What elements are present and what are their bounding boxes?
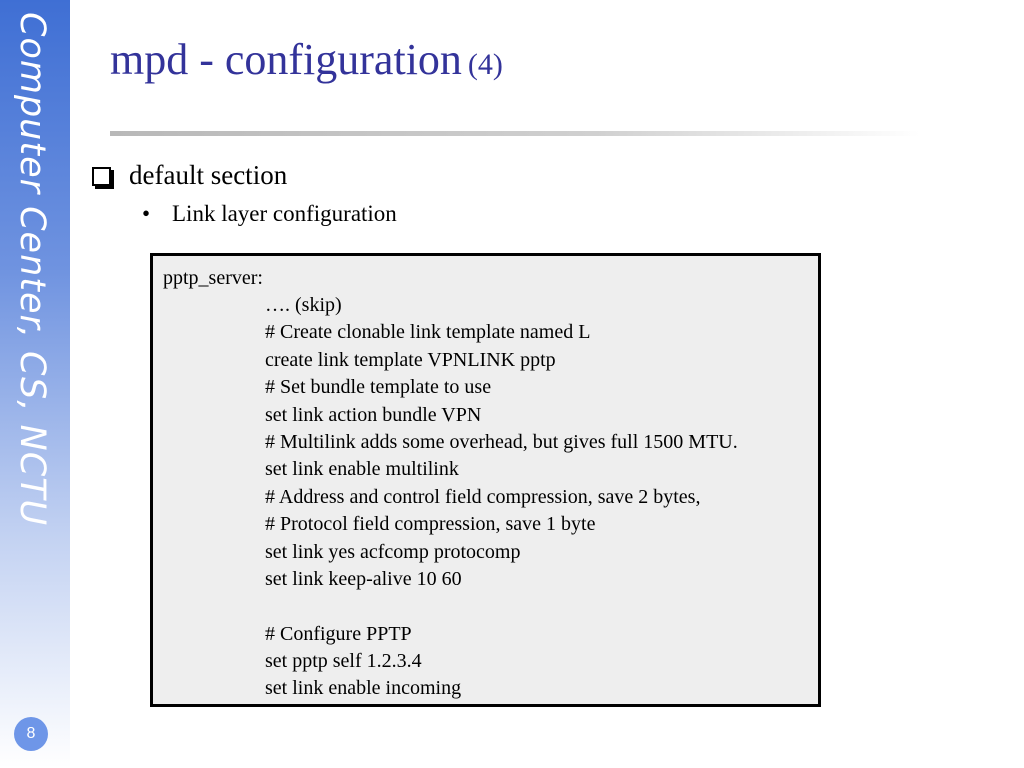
title-main: mpd - configuration [110,35,462,84]
sidebar-banner [0,0,70,768]
checkbox-bullet-icon [92,167,111,186]
bullet-link-layer [142,201,397,227]
page-number-badge: 8 [14,717,48,751]
code-line: set link enable incoming [265,677,462,700]
title-sub: (4) [467,48,503,81]
code-line: set pptp self 1.2.3.4 [265,650,422,673]
title-divider [110,131,920,136]
code-line: set link keep-alive 10 60 [265,567,462,590]
code-header: pptp_server: [163,267,263,289]
code-lines [265,292,738,703]
bullet-default-section [92,160,287,191]
bullet-default-section-text: default section [129,160,288,190]
bullet-link-layer-text: Link layer configuration [172,201,397,226]
code-line-blank [265,593,738,620]
code-line: # Set bundle template to use [265,376,492,399]
code-line: set link enable multilink [265,458,459,481]
config-code-box [150,253,821,707]
code-line: # Create clonable link template named L [265,321,591,344]
code-line: set link action bundle VPN [265,403,482,426]
code-line: # Protocol field compression, save 1 byte [265,513,596,536]
code-line: # Multilink adds some overhead, but gives full 1500 MTU. [265,430,738,453]
sidebar-label: Computer Center, CS, NCTU [12,12,52,527]
dot-bullet-icon: • [142,201,151,226]
code-line: # Configure PPTP [265,622,412,645]
code-line: create link template VPNLINK pptp [265,348,556,371]
code-line: set link yes acfcomp protocomp [265,540,521,563]
code-line: # Address and control field compression, save 2 bytes, [265,485,701,508]
code-line: …. (skip) [265,294,342,316]
page-title [110,34,503,85]
